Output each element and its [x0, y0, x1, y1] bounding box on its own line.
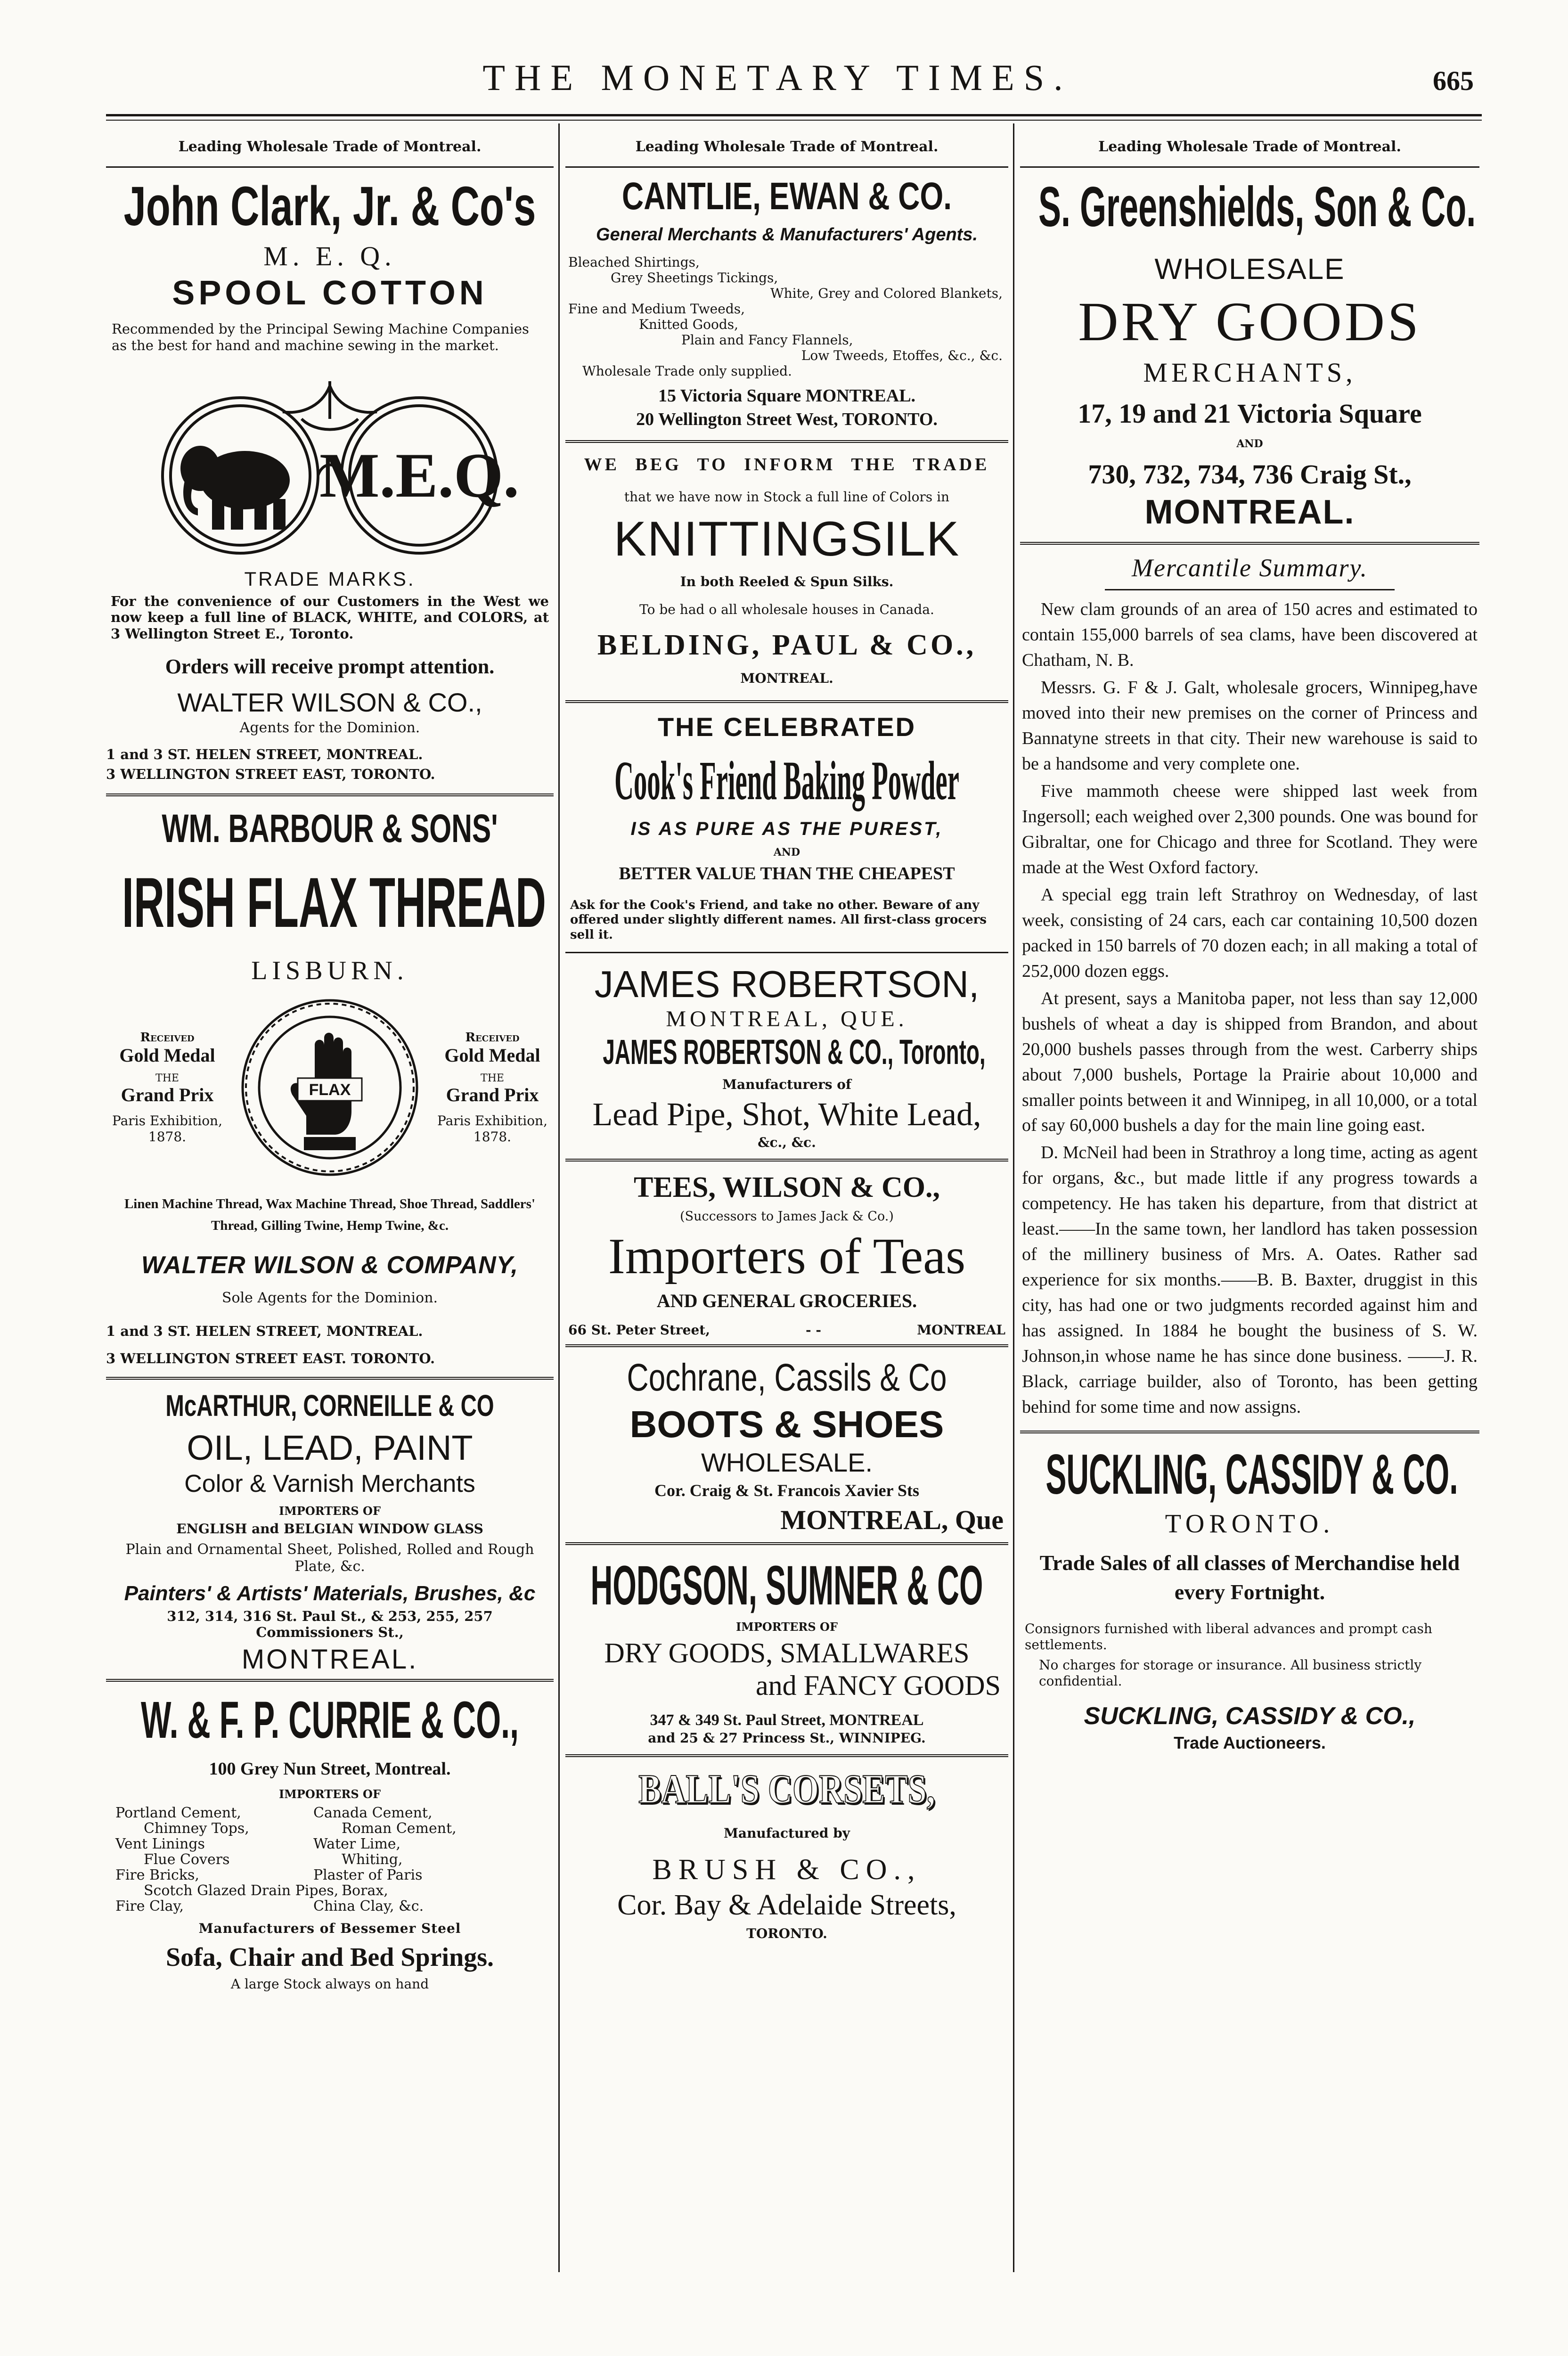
- divider: [1020, 1431, 1479, 1433]
- divider: [565, 166, 1008, 168]
- mercantile-summary-body: [1022, 597, 1478, 1420]
- wilson2-address-toronto: 3 WELLINGTON STREET EAST. TORONTO.: [106, 1350, 435, 1366]
- hodgson-importers: IMPORTERS OF: [736, 1620, 838, 1634]
- pure-as-purest: IS AS PURE AS THE PUREST,: [630, 818, 943, 839]
- goods-item-left: Fire Clay,: [115, 1898, 184, 1914]
- cooks-friend-title: Cook's Friend Baking Powder: [614, 749, 959, 811]
- meq-emblem: [141, 367, 518, 565]
- tees-successors: (Successors to James Jack & Co.): [680, 1209, 894, 1224]
- peter-dash: - -: [806, 1322, 822, 1338]
- victoria-square: 17, 19 and 21 Victoria Square: [1078, 398, 1422, 429]
- goods-item-right: Whiting,: [342, 1851, 403, 1868]
- divider: [565, 1542, 1008, 1545]
- goods-item-right: Plaster of Paris: [313, 1866, 423, 1883]
- suckling-title: SUCKLING, CASSIDY & CO.: [1045, 1442, 1458, 1506]
- the-left: THE: [155, 1072, 179, 1084]
- peter-address: 66 St. Peter Street,: [568, 1322, 710, 1338]
- paris-left: Paris Exhibition, 1878.: [112, 1113, 222, 1145]
- medal-right: [431, 1031, 554, 1145]
- boots-shoes: BOOTS & SHOES: [629, 1403, 944, 1445]
- masthead-title: THE MONETARY TIMES.: [482, 57, 1072, 98]
- goods-item-left: Portland Cement,: [115, 1804, 241, 1821]
- painters-materials: Painters' & Artists' Materials, Brushes, &c: [124, 1581, 536, 1605]
- clark-ad: [106, 174, 554, 782]
- reeled-spun: In both Reeled & Spun Silks.: [680, 573, 894, 589]
- beg-to-inform: WE BEG TO INFORM THE TRADE: [584, 454, 990, 474]
- divider: [106, 1377, 554, 1380]
- goods-row: [115, 1883, 544, 1898]
- column-divider: [1013, 123, 1014, 2272]
- to-be-had: To be had o all wholesale houses in Canada.: [639, 601, 934, 617]
- mcarthur-city: MONTREAL.: [241, 1644, 418, 1675]
- cantlie-montreal: 15 Victoria Square MONTREAL.: [658, 385, 916, 406]
- brush-co: BRUSH & CO.,: [652, 1853, 922, 1886]
- robertson-toronto: JAMES ROBERTSON & CO., Toronto,: [603, 1032, 986, 1072]
- sofa-springs: Sofa, Chair and Bed Springs.: [165, 1942, 494, 1972]
- wilson-address-toronto: 3 WELLINGTON STREET EAST, TORONTO.: [106, 766, 435, 782]
- merchants: MERCHANTS,: [1143, 357, 1356, 388]
- balls-corsets: BALL'S CORSETS,: [638, 1766, 935, 1812]
- cantlie-goods-line: Plain and Fancy Flannels,: [681, 332, 853, 348]
- gold-medal-right: Gold Medal: [444, 1044, 540, 1066]
- cantlie-goods-line: Bleached Shirtings,: [568, 254, 700, 270]
- robertson-etc: &c., &c.: [758, 1134, 816, 1150]
- suckling-city: TORONTO.: [1165, 1509, 1335, 1538]
- grand-prix-left: Grand Prix: [121, 1084, 214, 1106]
- barbour-ad: [106, 806, 554, 1366]
- hand-emblem: [236, 993, 424, 1182]
- cantlie-goods: [568, 254, 1005, 379]
- convenience-note: For the convenience of our Customers in the West we now keep a full line of BLACK, WHITE, and COLORS, at 3 Wellington Street E., Toronto.: [111, 593, 549, 642]
- importers-teas: Importers of Teas: [608, 1228, 966, 1284]
- balls-toronto: TORONTO.: [746, 1925, 827, 1941]
- wilson-agents: Agents for the Dominion.: [239, 719, 420, 736]
- flax-word: FLAX: [309, 1080, 351, 1099]
- cantlie-goods-line: White, Grey and Colored Blankets,: [770, 285, 1003, 301]
- clark-spool: SPOOL COTTON: [172, 274, 488, 312]
- cantlie-title: CANTLIE, EWAN & CO.: [621, 175, 952, 218]
- cochrane-ad: [565, 1356, 1008, 1536]
- mercantile-summary-title: Mercantile Summary.: [1132, 554, 1368, 582]
- celebrated: THE CELEBRATED: [657, 712, 916, 742]
- cantlie-goods-line: Fine and Medium Tweeds,: [568, 301, 745, 317]
- robertson-city: MONTREAL, QUE.: [666, 1006, 908, 1031]
- divider: [1105, 589, 1395, 590]
- wholesale: WHOLESALE.: [701, 1447, 873, 1477]
- sole-agents: Sole Agents for the Dominion.: [221, 1289, 438, 1306]
- goods-item-left: Flue Covers: [144, 1851, 230, 1868]
- grand-prix-right: Grand Prix: [446, 1084, 539, 1106]
- column-left: [106, 123, 554, 2272]
- tees-title: TEES, WILSON & CO.,: [633, 1171, 940, 1203]
- importers-label: IMPORTERS OF: [279, 1504, 381, 1518]
- summary-paragraph: A special egg train left Strathroy on Wednesday, of last week, consisting of 24 cars, each car containing 10,500 dozen packed in 150 barrels of 70 dozen each; in all making a total of 252,000 dozen eggs.: [1022, 884, 1478, 981]
- divider: [565, 440, 1008, 443]
- divider: [565, 1754, 1008, 1757]
- mcarthur-title: McARTHUR, CORNEILLE & CO: [165, 1388, 494, 1423]
- tees-ad: [565, 1171, 1008, 1338]
- summary-paragraph: Messrs. G. F & J. Galt, wholesale grocers, Winnipeg,have moved into their new premises on the corner of Princess and Bannatyne streets in that city. Their new warehouse is said to be a handsome and very complete one.: [1022, 678, 1478, 774]
- column-lead: Leading Wholesale Trade of Montreal.: [635, 139, 939, 155]
- robertson-title: JAMES ROBERTSON,: [594, 963, 980, 1005]
- cantlie-goods-line: Wholesale Trade only supplied.: [582, 363, 792, 379]
- medal-row: [106, 993, 554, 1182]
- plain-sheet: Plain and Ornamental Sheet, Polished, Rolled and Rough Plate, &c.: [125, 1541, 534, 1575]
- fancy-goods: and FANCY GOODS: [755, 1669, 1001, 1701]
- page-number: 665: [1433, 65, 1474, 96]
- manufacturers-of: Manufacturers of: [722, 1076, 851, 1092]
- goods-item-right: Water Lime,: [313, 1835, 401, 1852]
- grey-nun-address: 100 Grey Nun Street, Montreal.: [209, 1759, 451, 1779]
- divider: [1020, 166, 1479, 168]
- received-right: Received: [465, 1030, 520, 1045]
- window-glass: ENGLISH and BELGIAN WINDOW GLASS: [176, 1521, 483, 1537]
- and-word: AND: [773, 846, 800, 859]
- paris-right: Paris Exhibition, 1878.: [437, 1113, 547, 1145]
- mcarthur-ad: [106, 1388, 554, 1675]
- wilson-company: WALTER WILSON & COMPANY,: [141, 1251, 519, 1279]
- summary-paragraph: Five mammoth cheese were shipped last week from Ingersoll; each weighed over 2,300 pounds. One was bound for Gibraltar, one for Chicago and three for Scotland. They were made at the West Oxford factory.: [1022, 781, 1478, 877]
- goods-list: [115, 1805, 544, 1914]
- trade-sales: Trade Sales of all classes of Merchandise held every Fortnight.: [1039, 1550, 1460, 1604]
- importers-label-2: IMPORTERS OF: [279, 1787, 381, 1801]
- column-divider: [558, 123, 560, 2272]
- goods-row: [115, 1836, 544, 1852]
- greenshields-ad: [1020, 174, 1479, 532]
- elephant-icon: [180, 446, 290, 530]
- page-header: [0, 57, 1568, 108]
- header-rule-thin: [106, 120, 1482, 121]
- column-lead: Leading Wholesale Trade of Montreal.: [1098, 139, 1401, 155]
- cochrane-title: Cochrane, Cassils & Co: [627, 1356, 947, 1399]
- gold-medal-left: Gold Medal: [119, 1044, 215, 1066]
- goods-item-right: China Clay, &c.: [313, 1898, 424, 1914]
- goods-row: [115, 1852, 544, 1867]
- robertson-ad: [565, 963, 1008, 1150]
- cantlie-ad: [565, 174, 1008, 430]
- goods-row: [115, 1867, 544, 1883]
- the-right: THE: [481, 1072, 504, 1084]
- goods-row: [115, 1821, 544, 1836]
- divider: [106, 794, 554, 796]
- trade-auctioneers: Trade Auctioneers.: [1174, 1733, 1326, 1753]
- balls-ad: [565, 1766, 1008, 1941]
- knitting-silk: KNITTINGSILK: [613, 511, 960, 566]
- emblem-letters: M.E.Q.: [319, 440, 518, 511]
- consignors-note: Consignors furnished with liberal advances and prompt cash settlements.: [1025, 1621, 1432, 1652]
- received-left: Received: [140, 1030, 195, 1045]
- better-value: BETTER VALUE THAN THE CHEAPEST: [619, 864, 955, 884]
- belding-name: BELDING, PAUL & CO.,: [597, 629, 977, 661]
- goods-item-left: Vent Linings: [115, 1835, 205, 1852]
- goods-item-right: Borax,: [342, 1882, 388, 1899]
- wilson-name: WALTER WILSON & CO.,: [177, 687, 482, 717]
- cantlie-goods-line: Knitted Goods,: [639, 316, 739, 332]
- orders-note: Orders will receive prompt attention.: [165, 654, 495, 678]
- divider: [106, 166, 554, 168]
- barbour-title: WM. BARBOUR & SONS': [162, 806, 498, 851]
- divider: [565, 700, 1008, 703]
- craig-street: 730, 732, 734, 736 Craig St.,: [1088, 459, 1412, 490]
- princess-street: and 25 & 27 Princess St., WINNIPEG.: [648, 1730, 926, 1746]
- peter-city: MONTREAL: [917, 1322, 1005, 1338]
- summary-paragraph: New clam grounds of an area of 150 acres and estimated to contain 155,000 barrels of sea clams, have been discovered at Chatham, N. B.: [1022, 599, 1478, 671]
- suckling-signature: SUCKLING, CASSIDY & CO.,: [1084, 1702, 1416, 1730]
- ask-for: Ask for the Cook's Friend, and take no other. Beware of any offered under slightly different names. All first-class grocers sell it.: [570, 898, 987, 942]
- paul-street: 347 & 349 St. Paul Street, MONTREAL: [650, 1711, 924, 1729]
- clark-meq: M. E. Q.: [263, 241, 396, 271]
- cantlie-toronto: 20 Wellington Street West, TORONTO.: [636, 409, 938, 429]
- suckling-ad: [1020, 1442, 1479, 1753]
- greenshields-wholesale: WHOLESALE: [1154, 253, 1345, 286]
- divider: [565, 1344, 1008, 1347]
- bay-adelaide: Cor. Bay & Adelaide Streets,: [617, 1889, 956, 1921]
- goods-item-left: Scotch Glazed Drain Pipes,: [144, 1882, 339, 1899]
- divider: [565, 1159, 1008, 1162]
- peter-street-line: [568, 1322, 1005, 1338]
- trade-marks-caption: TRADE MARKS.: [244, 567, 416, 590]
- no-charges-note: No charges for storage or insurance. All business strictly confidential.: [1039, 1657, 1422, 1689]
- montreal-que: MONTREAL, Que: [780, 1504, 1004, 1535]
- general-groceries: AND GENERAL GROCERIES.: [656, 1290, 917, 1311]
- craig-xavier: Cor. Craig & St. Francois Xavier Sts: [654, 1481, 919, 1500]
- wilson-address-montreal: 1 and 3 ST. HELEN STREET, MONTREAL.: [106, 746, 423, 762]
- and-label: AND: [1236, 438, 1263, 450]
- oil-lead-paint: OIL, LEAD, PAINT: [187, 1428, 473, 1467]
- wilson2-address-montreal: 1 and 3 ST. HELEN STREET, MONTREAL.: [106, 1323, 423, 1339]
- cantlie-goods-line: Grey Sheetings Tickings,: [611, 270, 778, 286]
- column-lead: Leading Wholesale Trade of Montreal.: [178, 139, 482, 155]
- goods-item-right: Roman Cement,: [342, 1820, 457, 1837]
- summary-paragraph: D. McNeil had been in Strathroy a long time, acting as agent for organs, &c., but made little if any progress towards a competency. He has taken his departure, from that district at least.——In the same town, her landlord has taken possession of the millinery business of Mrs. A. Oates. Rather sad experience for six months.——B. B. Baxter, druggist in this city, has had one or two judgments recorded against him and has assigned. In 1884 he bought the business of S. W. Johnson,in whose name he has since done business. ——J. R. Black, carriage builder, also of Toronto, has been getting behind for some time and now assigns.: [1022, 1143, 1478, 1417]
- currie-ad: [106, 1690, 554, 1991]
- hodgson-title: HODGSON, SUMNER & CO: [590, 1554, 983, 1617]
- lisburn: LISBURN.: [251, 956, 408, 985]
- summary-paragraph: At present, says a Manitoba paper, not less than say 12,000 bushels of wheat a day is shipped from Brandon, and about 20,000 bushels passes through from the west. Carberry ships about 7,000 bushels, Portage la Prairie about 10,000 and smaller points between it and Winnipeg, in all 10,000, or a total of say 60,000 bushels a day for the main line going east.: [1022, 988, 1478, 1136]
- goods-item-right: Canada Cement,: [313, 1804, 433, 1821]
- header-rule: [106, 114, 1482, 116]
- clark-description: Recommended by the Principal Sewing Machine Companies as the best for hand and machine sewing in the market.: [112, 321, 529, 353]
- belding-city: MONTREAL.: [740, 670, 833, 686]
- paul-st-address: 312, 314, 316 St. Paul St., & 253, 255, 257 Commissioners St.,: [167, 1608, 493, 1641]
- lead-pipe: Lead Pipe, Shot, White Lead,: [592, 1096, 981, 1133]
- greenshields-title: S. Greenshields, Son & Co.: [1038, 175, 1476, 238]
- goods-item-left: Fire Bricks,: [115, 1866, 199, 1883]
- column-middle: [565, 123, 1008, 2272]
- divider: [106, 1679, 554, 1682]
- column-right: [1020, 123, 1479, 2272]
- bessemer-line: Manufacturers of Bessemer Steel: [198, 1920, 461, 1936]
- stock-note: A large Stock always on hand: [230, 1976, 429, 1992]
- goods-row: [115, 1898, 544, 1914]
- cooks-ad: [565, 712, 1008, 942]
- greenshields-city: MONTREAL.: [1144, 493, 1355, 532]
- color-merchants: Color & Varnish Merchants: [184, 1470, 475, 1497]
- goods-item-left: Chimney Tops,: [144, 1820, 249, 1837]
- linen-description: Linen Machine Thread, Wax Machine Thread, Shoe Thread, Saddlers' Thread, Gilling Twine, Hemp Twine, &c.: [124, 1196, 536, 1234]
- currie-title: W. & F. P. CURRIE & CO.,: [140, 1691, 519, 1750]
- dry-goods-smallwares: DRY GOODS, SMALLWARES: [604, 1637, 970, 1669]
- hodgson-ad: [565, 1554, 1008, 1746]
- stock-line: that we have now in Stock a full line of Colors in: [624, 489, 950, 505]
- dry-goods: DRY GOODS: [1078, 291, 1421, 352]
- goods-row: [115, 1805, 544, 1821]
- clark-title: John Clark, Jr. & Co's: [123, 175, 536, 237]
- belding-ad: [565, 454, 1008, 686]
- divider: [1020, 542, 1479, 545]
- cantlie-subtitle: General Merchants & Manufacturers' Agents.: [596, 225, 978, 245]
- irish-flax-title: IRISH FLAX THREAD: [122, 862, 546, 942]
- cantlie-goods-line: Low Tweeds, Etoffes, &c., &c.: [801, 347, 1003, 363]
- divider: [565, 952, 1008, 953]
- manufactured-by: Manufactured by: [723, 1825, 850, 1841]
- medal-left: [106, 1031, 229, 1145]
